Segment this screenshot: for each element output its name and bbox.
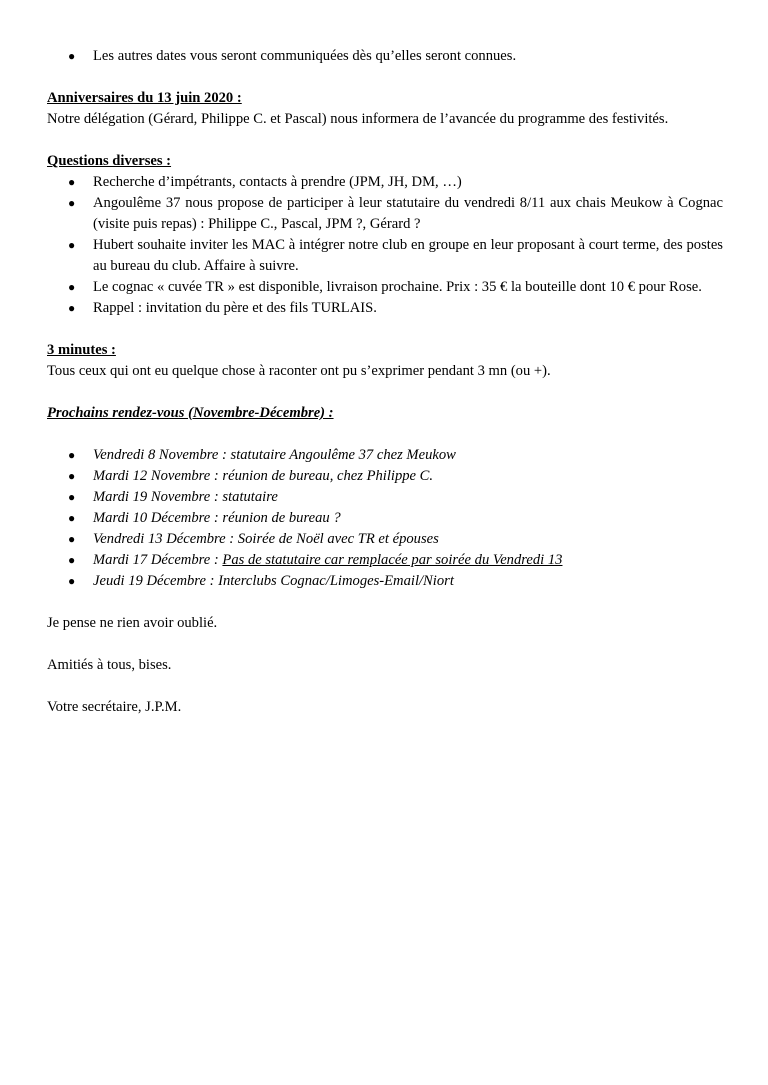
list-item: ● Les autres dates vous seront communiquées dès qu’elles seront connues. — [47, 46, 723, 67]
closing-line-2: Amitiés à tous, bises. — [47, 657, 172, 673]
list-item: ● Recherche d’impétrants, contacts à prendre (JPM, JH, DM, …) — [47, 172, 723, 193]
bullet-icon: ● — [68, 490, 76, 504]
rendezvous-heading: Prochains rendez-vous (Novembre-Décembre) : — [47, 405, 334, 421]
minutes-heading: 3 minutes : — [47, 342, 116, 358]
bullet-icon: ● — [68, 553, 76, 567]
bullet-icon: ● — [68, 175, 76, 189]
list-item: ● Vendredi 13 Décembre : Soirée de Noël avec TR et épouses — [47, 529, 723, 550]
minutes-text: Tous ceux qui ont eu quelque chose à raconter ont pu s’exprimer pendant 3 mn (ou +). — [47, 363, 551, 379]
bullet-icon: ● — [68, 469, 76, 483]
closing-line-1: Je pense ne rien avoir oublié. — [47, 615, 218, 631]
bullet-icon: ● — [68, 448, 76, 462]
list-item: ● Angoulême 37 nous propose de participer à leur statutaire du vendredi 8/11 aux chais Meukow à Cognac (visite puis repas) : Philippe C., Pascal, JPM ?, Gérard ? — [68, 195, 723, 232]
bullet-icon: ● — [68, 238, 76, 252]
list-item: ● Jeudi 19 Décembre : Interclubs Cognac/Limoges-Email/Niort — [47, 571, 723, 592]
list-item: ● Mardi 17 Décembre : Pas de statutaire car remplacée par soirée du Vendredi 13 — [47, 550, 723, 571]
bullet-icon: ● — [68, 532, 76, 546]
bullet-icon: ● — [68, 574, 76, 588]
rendezvous-list — [47, 445, 723, 592]
list-item: ● Rappel : invitation du père et des fils TURLAIS. — [47, 298, 723, 319]
signature: Votre secrétaire, J.P.M. — [47, 699, 182, 715]
list-item: ● Mardi 19 Novembre : statutaire — [47, 487, 723, 508]
list-item: ● Hubert souhaite inviter les MAC à intégrer notre club en groupe en leur proposant à court terme, des postes au bureau du club. Affaire à suivre. — [68, 237, 723, 274]
intro-list — [47, 46, 723, 67]
bullet-icon: ● — [68, 511, 76, 525]
list-item: ● Vendredi 8 Novembre : statutaire Angoulême 37 chez Meukow — [47, 445, 723, 466]
list-item: ● Mardi 10 Décembre : réunion de bureau ? — [47, 508, 723, 529]
anniversaires-heading: Anniversaires du 13 juin 2020 : — [47, 90, 242, 106]
questions-list — [47, 172, 723, 319]
bullet-icon: ● — [68, 196, 76, 210]
list-item: ● Mardi 12 Novembre : réunion de bureau, chez Philippe C. — [47, 466, 723, 487]
questions-heading: Questions diverses : — [47, 153, 172, 169]
list-item: ● Le cognac « cuvée TR » est disponible, livraison prochaine. Prix : 35 € la bouteille dont 10 € pour Rose. — [47, 277, 723, 298]
anniversaires-text: Notre délégation (Gérard, Philippe C. et Pascal) nous informera de l’avancée du programme des festivités. — [47, 111, 669, 127]
bullet-icon: ● — [68, 49, 76, 63]
document-page — [47, 46, 723, 718]
bullet-icon: ● — [68, 280, 76, 294]
bullet-icon: ● — [68, 301, 76, 315]
